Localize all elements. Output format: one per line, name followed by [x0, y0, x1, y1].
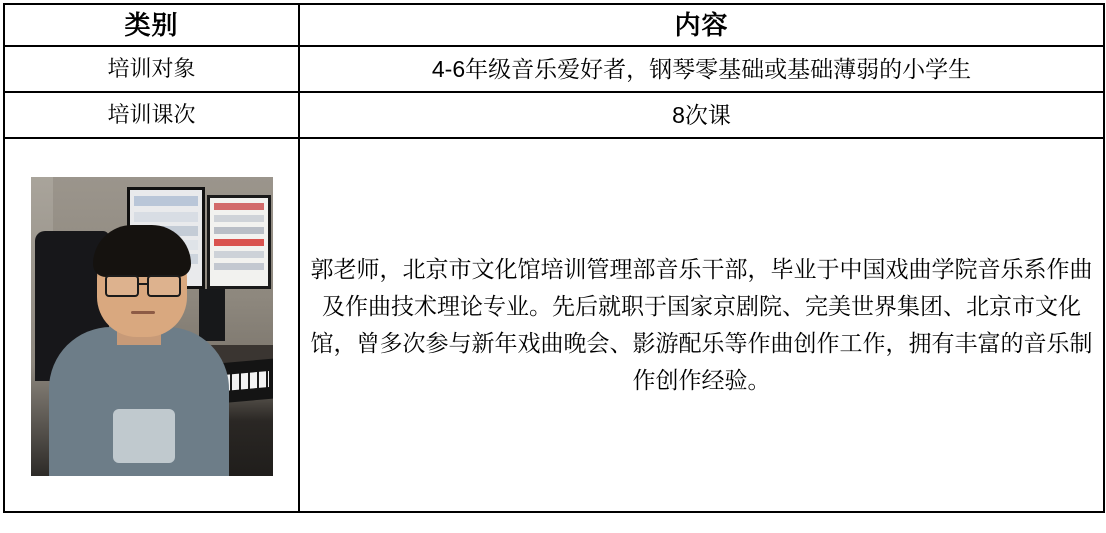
- teacher-bio-cell: [299, 138, 1104, 512]
- glasses-icon: [103, 275, 183, 293]
- shirt-print: [113, 409, 175, 463]
- speaker-icon: [199, 289, 225, 341]
- teacher-photo-cell: [4, 138, 299, 512]
- table-header-row: [4, 4, 1104, 46]
- header-content: 内容: [299, 4, 1104, 46]
- table-row: [4, 46, 1104, 92]
- header-category: 类别: [4, 4, 299, 46]
- row-content-session-count: 8次课: [299, 92, 1104, 138]
- teacher-photo: [31, 177, 273, 490]
- course-info-table: [3, 3, 1105, 513]
- table-row: [4, 92, 1104, 138]
- teacher-bio-text: 郭老师，北京市文化馆培训管理部音乐干部，毕业于中国戏曲学院音乐系作曲及作曲技术理论专业。先后就职于国家京剧院、完美世界集团、北京市文化馆，曾多次参与新年戏曲晚会、影游配乐等作曲创作工作，拥有丰富的音乐制作创作经验。: [310, 255, 1093, 394]
- second-monitor-icon: [207, 195, 271, 289]
- person-hair: [93, 225, 191, 277]
- row-label-training-audience: 培训对象: [4, 46, 299, 92]
- photo-bottom-edge: [31, 476, 273, 490]
- person-mouth: [131, 311, 155, 314]
- teacher-row: [4, 138, 1104, 512]
- row-label-session-count: 培训课次: [4, 92, 299, 138]
- row-content-training-audience: 4-6年级音乐爱好者，钢琴零基础或基础薄弱的小学生: [299, 46, 1104, 92]
